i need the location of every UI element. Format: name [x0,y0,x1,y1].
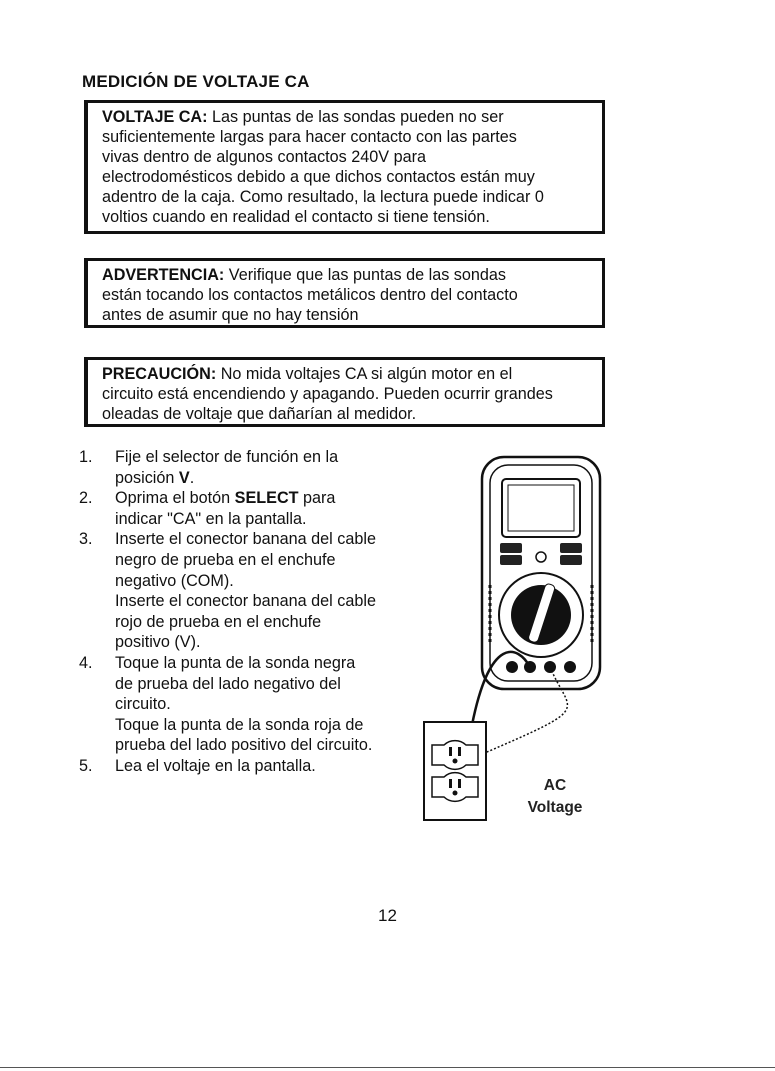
step-item [79,447,409,488]
caution-label: PRECAUCIÓN: [102,365,217,383]
step-text: posición [115,468,179,487]
step-text: Inserte el conector banana del cable [115,592,376,611]
ac-voltage-note-box [84,100,605,234]
step-text: Inserte el conector banana del cable [115,530,376,549]
step-number: 2. [79,489,93,508]
step-text: Oprima el botón [115,489,235,508]
caution-box [84,357,605,427]
caution-text: circuito está encendiendo y apagando. Pueden ocurrir grandes [102,385,553,403]
figure-label-line: Voltage [527,799,583,816]
section-heading: MEDICIÓN DE VOLTAJE CA [82,72,310,91]
step-text-bold: V [178,468,190,487]
step-text: rojo de prueba en el enchufe [115,612,322,631]
step-text: prueba del lado positivo del circuito. [115,736,373,755]
note-label: VOLTAJE CA: [102,108,208,126]
step-text: de prueba del lado negativo del [115,674,341,693]
step-number: 1. [79,448,93,466]
warning-label: ADVERTENCIA: [102,266,225,284]
step-text: Lea el voltaje en la pantalla. [115,756,316,775]
step-text: circuito. [115,695,171,714]
step-item [79,653,409,756]
note-text: Las puntas de las sondas pueden no ser [207,108,504,126]
caution-text: oleadas de voltaje que dañarían al medidor. [102,405,417,423]
step-text: Toque la punta de la sonda negra [115,653,356,672]
step-text: indicar "CA" en la pantalla. [115,509,307,528]
note-text: vivas dentro de algunos contactos 240V para [102,148,426,166]
page-number: 12 [378,906,397,925]
multimeter-icon [482,457,600,689]
note-text: voltios cuando en realidad el contacto si tiene tensión. [102,208,490,226]
step-text: positivo (V). [115,633,201,652]
step-text-bold: SELECT [234,489,299,508]
step-text: para [298,489,336,508]
page-divider [0,1067,775,1068]
step-item [79,529,409,653]
step-number: 5. [79,756,93,775]
step-text: Fije el selector de función en la [115,448,339,466]
note-text: electrodomésticos debido a que dichos contactos están muy [102,168,535,186]
step-item [79,756,409,777]
figure-label [520,775,590,819]
figure-label-line: AC [543,777,567,794]
warning-text: antes de asumir que no hay tensión [102,306,359,324]
step-number: 4. [79,653,93,672]
note-text: suficientemente largas para hacer contacto con las partes [102,128,517,146]
step-text: . [189,468,195,487]
step-number: 3. [79,530,93,549]
step-text: negativo (COM). [115,571,234,590]
step-item [79,488,409,529]
note-text: adentro de la caja. Como resultado, la lectura puede indicar 0 [102,188,544,206]
outlet-icon [424,722,486,820]
instruction-steps [79,447,409,777]
caution-text: No mida voltajes CA si algún motor en el [216,365,513,383]
warning-text: Verifique que las puntas de las sondas [224,266,506,284]
warning-text: están tocando los contactos metálicos dentro del contacto [102,286,518,304]
step-text: Toque la punta de la sonda roja de [115,715,364,734]
step-text: negro de prueba en el enchufe [115,550,336,569]
warning-box [84,258,605,328]
